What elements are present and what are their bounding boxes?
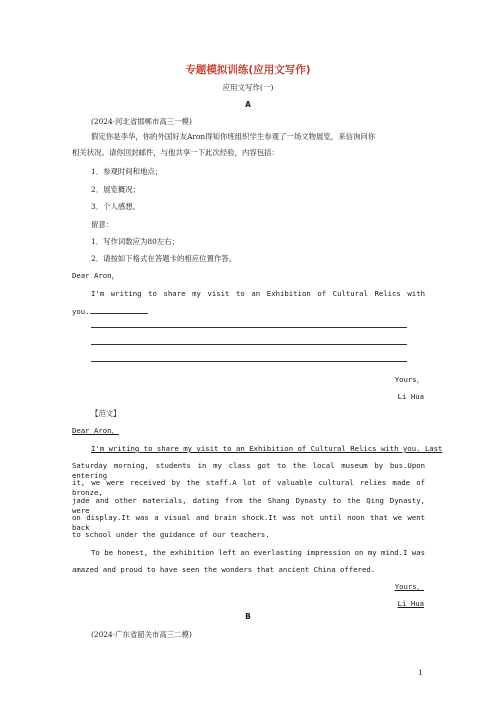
answer-blank-line [91,344,407,345]
model-line-1: I'm writing to share my visit to an Exhibition of Cultural Relics with you. Last [91,444,443,453]
page-title: 专题模拟训练(应用文写作) [185,64,311,76]
letter-closing: Yours， [394,375,424,384]
model-signature: Li Hua [397,599,424,608]
note-1: 1．写作词数应为80左右； [91,237,180,246]
model-greeting: Dear Aron， [72,426,119,435]
prompt-line-1: 假定你是李华，你的外国好友Aron得知你班组织学生参观了一场文物展览，来信询问你 [91,132,376,141]
point-2: 2．展览概况； [91,185,141,194]
model-label: 【范文】 [91,409,121,418]
point-1: 1．参观时间和地点； [91,167,163,176]
model-line-3: it, we were received by the staff.A lot of valuable cultural relies made of bronze, [72,478,425,497]
answer-blank-inline [90,306,148,314]
letter-signature: Li Hua [397,392,424,401]
model-line-6: to school under the guidance of our teachers. [72,530,270,539]
section-b-heading: B [245,612,251,621]
page-subtitle: 应用文写作(一) [222,83,274,92]
model-line-5: on display.It was a visual and brain shock.It was not until noon that we went back [72,513,425,532]
note-2: 2．请按如下格式在答题卡的相应位置作答。 [91,254,237,263]
opening-line-1: I'm writing to share my visit to an Exhibition of Cultural Relics with [91,289,425,298]
model-closing: Yours， [394,582,424,591]
letter-greeting: Dear Aron， [72,271,119,280]
model-line-2: Saturday morning, students in my class got to the local museum by bus.Upon entering [72,461,425,480]
source-b: (2024·广东省韶关市高三二模) [91,630,192,639]
page-number: 1 [418,668,423,677]
model-line-8: amazed and proud to have seen the wonders that ancient China offered. [72,565,376,574]
prompt-line-2: 相关状况。请你回封邮件，与他共享一下此次经验，内容包括： [72,148,279,157]
answer-blank-line [91,327,407,328]
opening-line-2: you. [72,307,90,316]
section-a-heading: A [245,100,251,109]
source-a: (2024·河北省邯郸市高三一模) [91,117,192,126]
opening-line-2-wrap [72,306,148,317]
model-line-4: jade and other materials, dating from the Shang Dynasty to the Qing Dynasty, were [72,496,425,515]
point-3: 3．个人感想。 [91,202,141,211]
model-line-7: To be honest, the exhibition left an everlasting impression on my mind.I was [91,548,425,557]
model-line-1-wrap [91,444,443,454]
notes-label: 留意： [91,220,114,229]
answer-blank-line [91,361,407,362]
